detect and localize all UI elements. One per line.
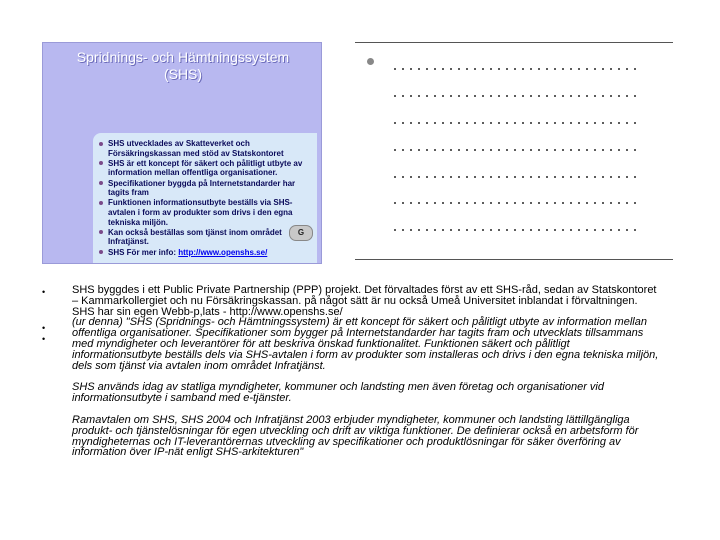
bullet-icon xyxy=(367,58,374,65)
slide-bullet: Funktionen informationsutbyte beställs via SHS-avtalen i form av produkter som drivs i den egna tekniska miljön. xyxy=(99,198,313,227)
slide-footer-link[interactable]: http://www.openshs.se/ xyxy=(178,247,268,257)
notes-placeholder xyxy=(355,42,673,260)
slide-footer-prefix: SHS xyxy=(108,247,127,257)
slide-title-line1: Spridnings- och Hämtningssystem xyxy=(76,49,290,65)
dotted-line xyxy=(391,122,641,124)
notes-paragraph-5: Ramavtalen om SHS, SHS 2004 och Infratjänst 2003 erbjuder myndigheter, kommuner och landsting lättillgängliga produkt- och tjänstelösningar för egen utveckling och drift av viktiga funktioner. De definierar också en arbetsform för myndigheternas och IT-leverantörernas utveckling av specifikationer och produktlösningar för säker överföring av information över IP-nät enligt SHS-arkitekturen" xyxy=(72,413,639,459)
notes-paragraph-3: (ur denna) "SHS (Spridnings- och Hämtningssystem) är ett koncept för säkert och pålitligt utbyte av information mellan offentliga organisationer. Specifikationer som bygger på Internetstandarder har tagits fram och utvecklats tillsammans med myndigheter och leverantörer för att beskriva önskad funktionalitet. Funktionen säkert och pålitligt informationsutbyte beställs dels via SHS-avtalen i form av produkter som installeras och drivs i den egna tekniska miljön, dels som tjänst via avtalen inom området Infratjänst. xyxy=(72,316,659,372)
slide-bullet: SHS utvecklades av Skatteverket och Försäkringskassan med stöd av Statskontoret xyxy=(99,139,313,158)
slide-title xyxy=(43,49,322,83)
dotted-line xyxy=(391,68,641,70)
slide-bullet: Specifikationer byggda på Internetstandarder har tagits fram xyxy=(99,179,313,198)
dotted-line xyxy=(391,176,641,178)
notes-paragraph-2: SHS har sin egen Webb-p,lats - http://www.openshs.se/ xyxy=(72,305,343,318)
speaker-notes xyxy=(72,285,662,458)
slide-badge: G xyxy=(289,225,313,241)
slide-bullet: Kan också beställas som tjänst inom området Infratjänst. xyxy=(99,228,313,247)
slide-bullet-footer xyxy=(99,248,313,258)
dotted-line xyxy=(391,149,641,151)
slide-bullet-list xyxy=(99,139,313,258)
bullet-marker xyxy=(42,286,52,300)
slide-title-line2: (SHS) xyxy=(163,66,203,82)
notes-paragraph-1: SHS byggdes i ett Public Private Partnership (PPP) projekt. Det förvaltades först av ett SHS-råd, sedan av Statskontoret – Kammarkollergiet och nu Försäkringskassan. på något sätt är nu också Umeå Universitet inblandat i förvaltningen. xyxy=(72,284,657,307)
dotted-line xyxy=(391,229,641,231)
notes-paragraph-4: SHS används idag av statliga myndigheter, kommuner och landsting men även företag och organisationer vid informationsutbyte i samband med e-tjänster. xyxy=(72,381,604,405)
notes-bullet-markers xyxy=(42,286,52,347)
slide-thumbnail xyxy=(42,42,322,264)
slide-bullet: SHS är ett koncept för säkert och pålitligt utbyte av information mellan offentliga organisationer. xyxy=(99,159,313,178)
slide-footer-garbled: För mer info: xyxy=(126,247,177,257)
dotted-line xyxy=(391,95,641,97)
bullet-marker xyxy=(42,333,52,347)
dotted-line xyxy=(391,202,641,204)
